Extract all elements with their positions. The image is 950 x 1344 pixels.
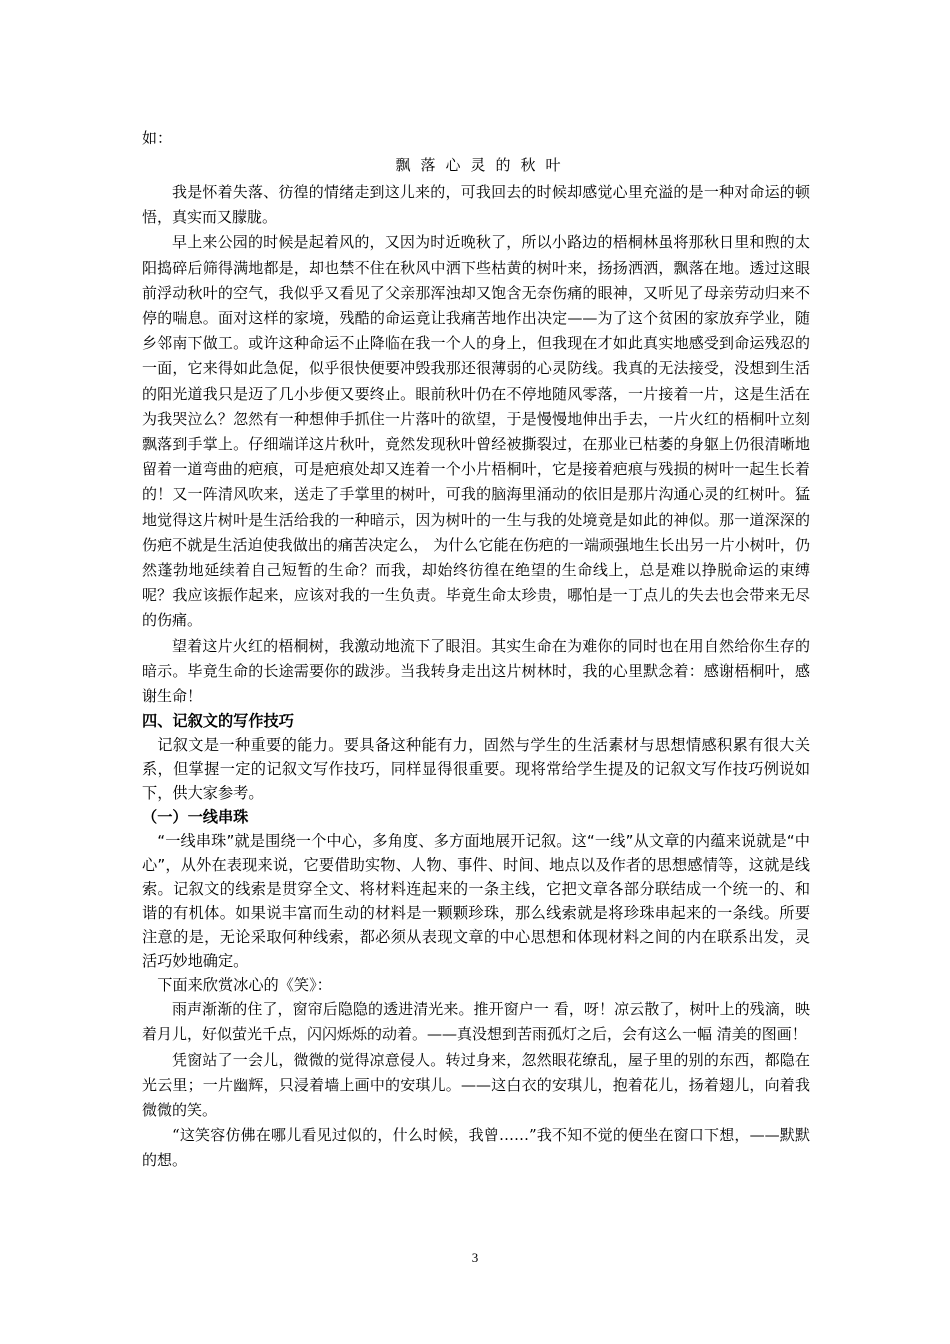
- excerpt-paragraph: “这笑容仿佛在哪儿看见过似的，什么时候，我曾……”我不知不觉的便坐在窗口下想，——默默的想。: [142, 1126, 810, 1170]
- excerpt-paragraph: 凭窗站了一会儿，微微的觉得凉意侵人。转过身来，忽然眼花缭乱，屋子里的别的东西，都隐在光云里；一片幽辉，只浸着墙上画中的安琪儿。——这白衣的安琪儿，抱着花儿，扬着翅儿，向着我微微的笑。: [142, 1050, 810, 1120]
- essay-title: 飘落心灵的秋叶: [395, 156, 571, 174]
- essay-paragraph: 我是怀着失落、彷徨的情绪走到这儿来的，可我回去的时候却感觉心里充溢的是一种对命运的顿悟，真实而又朦胧。: [142, 183, 810, 227]
- essay-paragraph: 早上来公园的时候是起着风的，又因为时近晚秋了，所以小路边的梧桐林虽将那秋日里和煦的太阳捣碎后筛得满地都是，却也禁不住在秋风中洒下些枯黄的树叶来，扬扬洒洒，飘落在地。透过这眼前浮动秋叶的空气，我似乎又看见了父亲那浑浊却又饱含无奈伤痛的眼神，又听见了母亲劳动归来不停的喘息。面对这样的家境，残酷的命运竟让我痛苦地作出决定——为了这个贫困的家放弃学业，随乡邻南下做工。或许这种命运不止降临在我一个人的身上，但我现在才如此真实地感受到命运残忍的一面，它来得如此急促，似乎很快便要冲毁我那还很薄弱的心灵防线。我真的无法接受，没想到生活的阳光道我只是迈了几小步便又要终止。眼前秋叶仍在不停地随风零落，一片接着一片，这是生活在为我哭泣么？忽然有一种想伸手抓住一片落叶的欲望，于是慢慢地伸出手去，一片火红的梧桐叶立刻飘落到手掌上。仔细端详这片秋叶，竟然发现秋叶曾经被撕裂过，在那业已枯萎的身躯上仍很清晰地留着一道弯曲的疤痕，可是疤痕处却又连着一个小片梧桐叶，它是接着疤痕与残损的树叶一起生长着的！又一阵清风吹来，送走了手掌里的树叶，可我的脑海里涌动的依旧是那片沟通心灵的红树叶。猛地觉得这片树叶是生活给我的一种暗示，因为树叶的一生与我的处境竟是如此的神似。那一道深深的伤疤不就是生活迫使我做出的痛苦决定么， 为什么它能在伤疤的一端顽强地生长出另一片小树叶，仍然蓬勃地延续着自己短暂的生命？而我，却始终彷徨在绝望的生命线上，总是难以挣脱命运的束缚呢？我应该振作起来，应该对我的一生负责。毕竟生命太珍贵，哪怕是一丁点儿的失去也会带来无尽的伤痛。: [142, 233, 810, 630]
- subsection-paragraph: “一线串珠”就是围绕一个中心，多角度、多方面地展开记叙。这“一线”从文章的内蕴来说就是“中心”，从外在表现来说，它要借助实物、人物、事件、时间、地点以及作者的思想感情等，这就是线索。记叙文的线索是贯穿全文、将材料连起来的一条主线，它把文章各部分联结成一个统一的、和谐的有机体。如果说丰富而生动的材料是一颗颗珍珠，那么线索就是将珍珠串起来的一条线。所要注意的是，无论采取何种线索，都必须从表现文章的中心思想和体现材料之间的内在联系出发，灵活巧妙地确定。: [142, 832, 810, 971]
- intro-text: 如：: [142, 129, 173, 147]
- excerpt-paragraph: 雨声渐渐的住了，窗帘后隐隐的透进清光来。推开窗户一 看，呀！凉云散了，树叶上的残滴，映着月儿，好似萤光千点，闪闪烁烁的动着。——真没想到苦雨孤灯之后，会有这么一幅 清美的图画！: [142, 1000, 810, 1044]
- excerpt-lead: 下面来欣赏冰心的《笑》：: [157, 976, 332, 995]
- page-content: [142, 126, 810, 1174]
- page-number: 3: [471, 1250, 479, 1265]
- section-heading: 四、记叙文的写作技巧: [142, 712, 294, 731]
- essay-paragraph: 望着这片火红的梧桐树，我激动地流下了眼泪。其实生命在为难你的同时也在用自然给你生存的暗示。毕竟生命的长途需要你的跋涉。当我转身走出这片树林时，我的心里默念着：感谢梧桐叶，感谢生命！: [142, 636, 810, 706]
- subsection-heading: （一）一线串珠: [142, 808, 249, 827]
- section-paragraph: 记叙文是一种重要的能力。要具备这种能有力，固然与学生的生活素材与思想情感积累有很大关系，但掌握一定的记叙文写作技巧，同样显得很重要。现将常给学生提及的记叙文写作技巧例说如下，供大家参考。: [142, 736, 810, 803]
